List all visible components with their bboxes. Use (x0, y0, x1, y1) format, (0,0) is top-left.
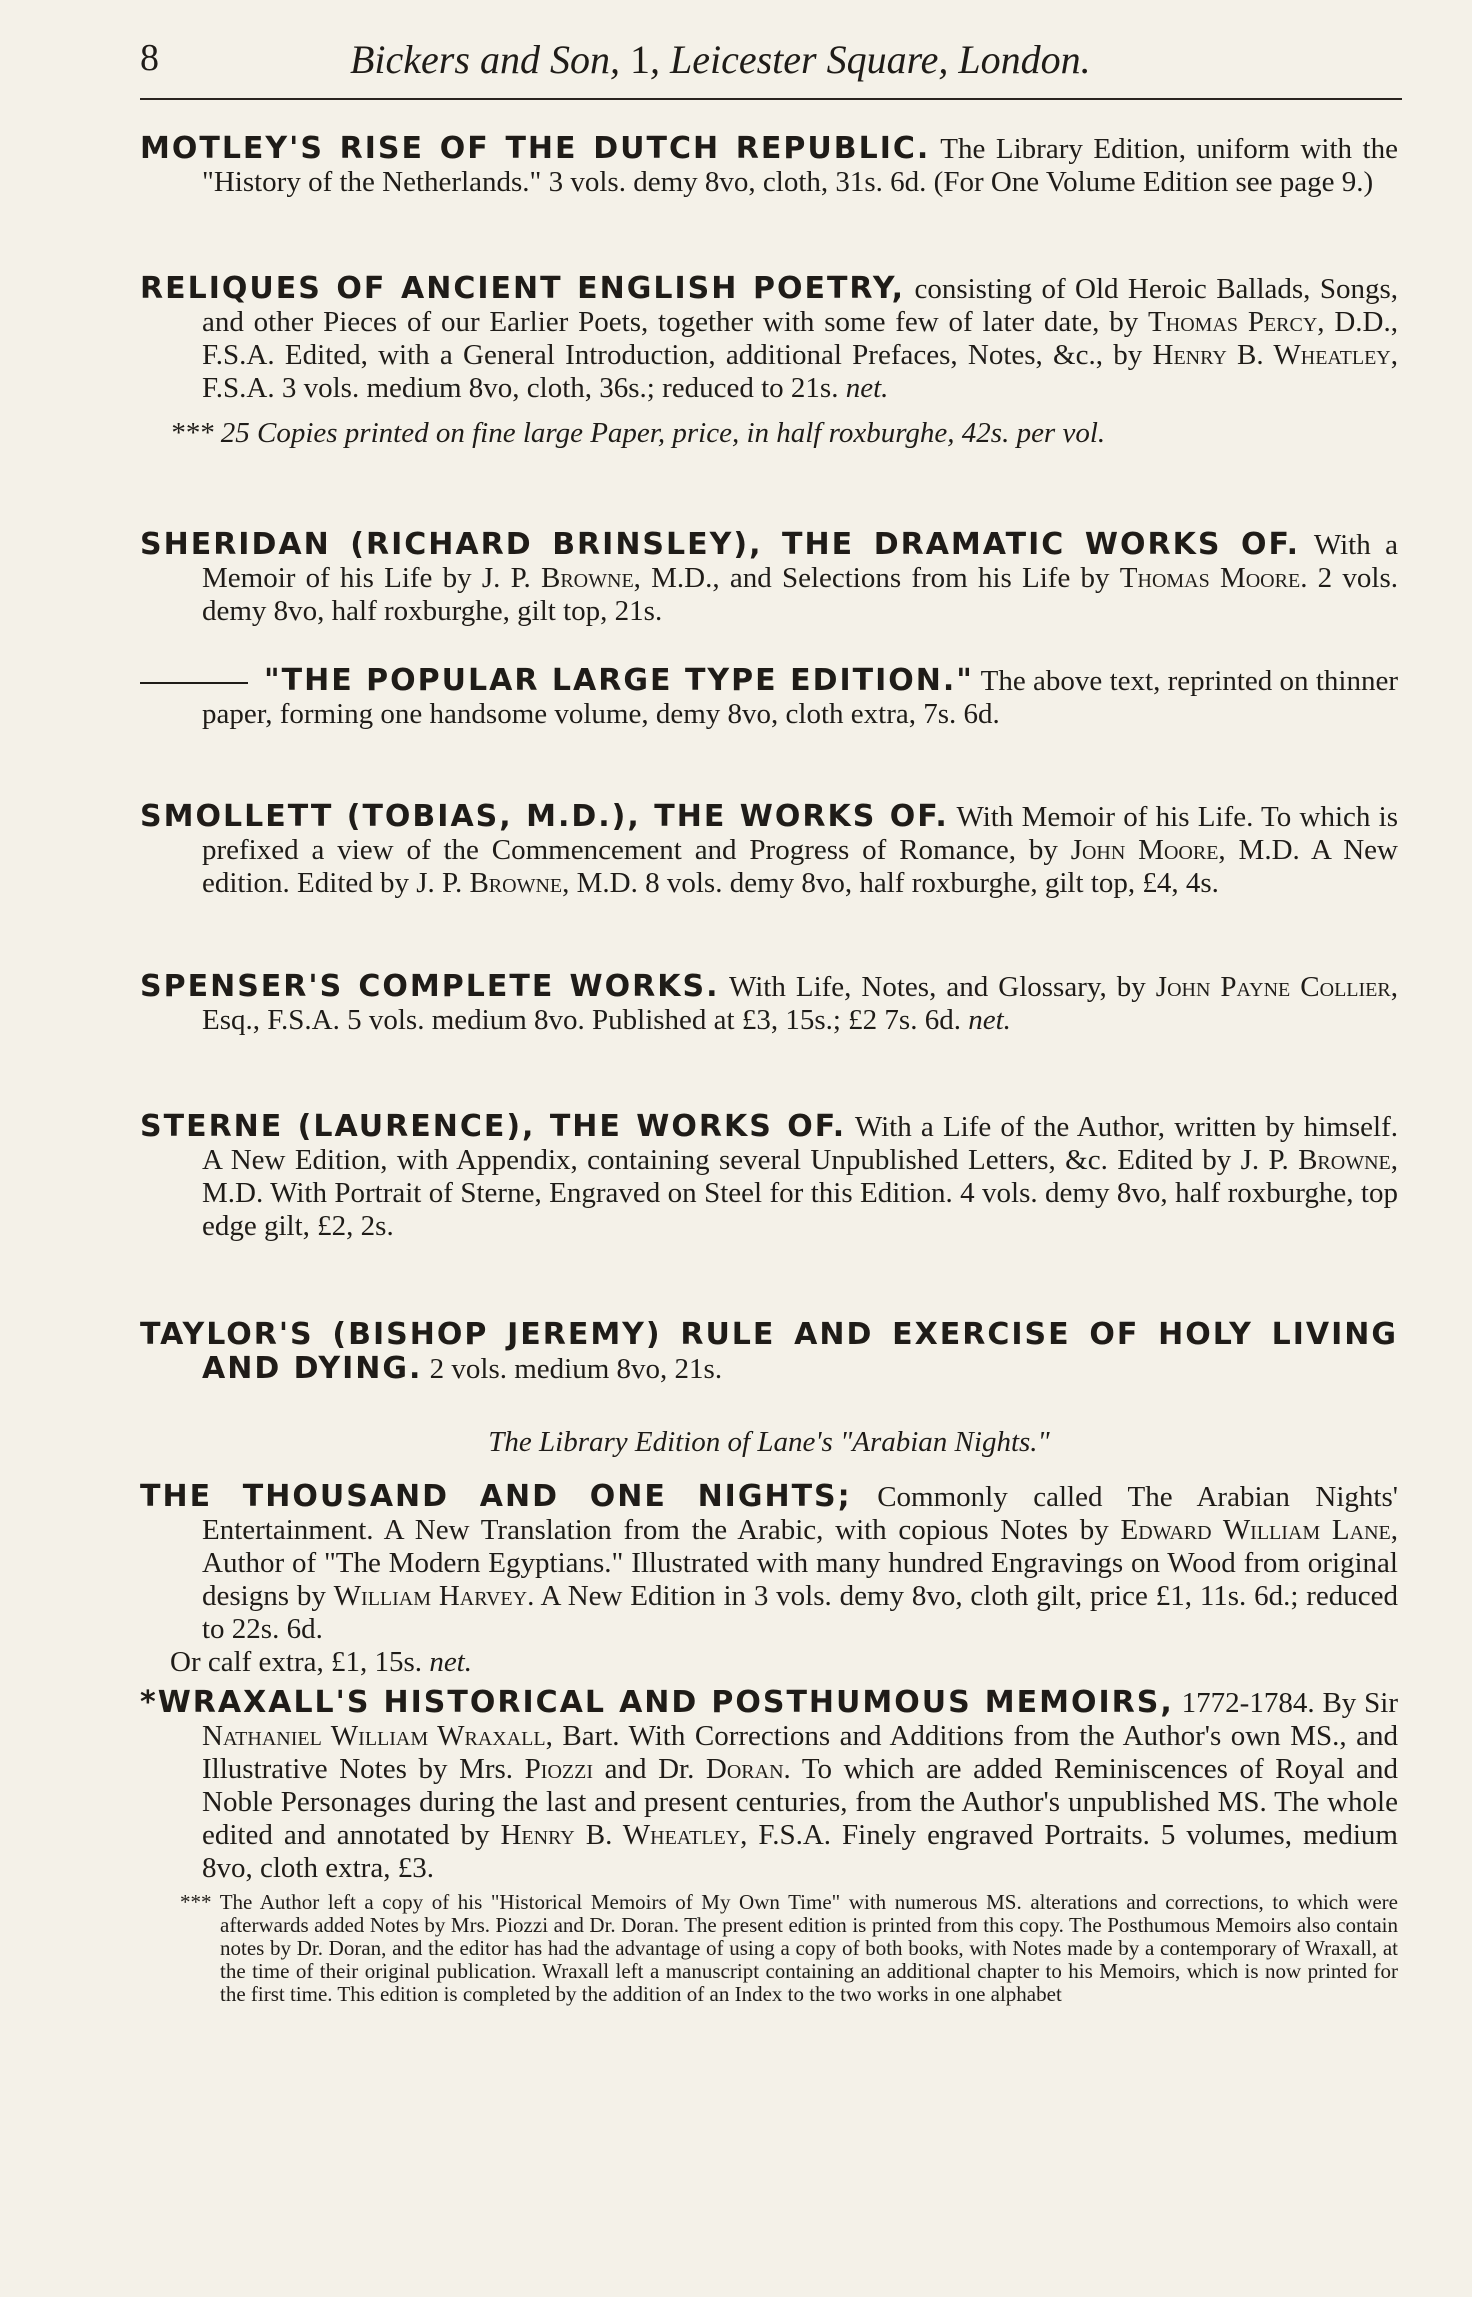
entry-taylor: TAYLOR'S (BISHOP JEREMY) RULE AND EXERCISE OF HOLY LIVING AND DYING. 2 vols. medium 8vo, 21s. (140, 1317, 1398, 1386)
large-paper-note: *** 25 Copies printed on fine large Paper, price, in half roxburghe, 42s. per vol. (170, 417, 1106, 449)
entry-reliques: RELIQUES OF ANCIENT ENGLISH POETRY, consisting of Old Heroic Ballads, Songs, and other Pieces of our Earlier Poets, together with some few of later date, by Thomas Percy, D.D., F.S.A. Edited, with a General Introduction, additional Prefaces, Notes, &c., by Henry B. Wheatley, F.S.A. 3 vols. medium 8vo, cloth, 36s.; reduced to 21s. net. *** 25 Copies printed on fine large Paper, price, in half roxburghe, 42s. per vol. (140, 271, 1398, 449)
entry-popular-edition: "THE POPULAR LARGE TYPE EDITION." The above text, reprinted on thinner paper, forming one handsome volume, demy 8vo, cloth extra, 7s. 6d. (140, 664, 1398, 731)
entry-title: RELIQUES OF ANCIENT ENGLISH POETRY, (140, 271, 906, 306)
entry-motley: MOTLEY'S RISE OF THE DUTCH REPUBLIC. The Library Edition, uniform with the "History of the Netherlands." 3 vols. demy 8vo, cloth, 31s. 6d. (For One Volume Edition see page 9.) (140, 131, 1398, 198)
entry-title: STERNE (LAURENCE), THE WORKS OF. (140, 1109, 847, 1144)
entry-title: TAYLOR'S (BISHOP JEREMY) RULE AND EXERCISE OF HOLY LIVING AND DYING. (140, 1317, 1398, 1386)
page-number: 8 (140, 37, 159, 79)
entry-spenser: SPENSER'S COMPLETE WORKS. With Life, Notes, and Glossary, by John Payne Collier, Esq., F.S.A. 5 vols. medium 8vo. Published at £3, 15s.; £2 7s. 6d. net. (140, 969, 1398, 1036)
calf-extra-line: Or calf extra, £1, 15s. net. (170, 1646, 472, 1678)
entry-title: SPENSER'S COMPLETE WORKS. (140, 969, 720, 1004)
page-header (140, 28, 1402, 100)
entry-smollett: SMOLLETT (TOBIAS, M.D.), THE WORKS OF. With Memoir of his Life. To which is prefixed a view of the Commencement and Progress of Romance, by John Moore, M.D. A New edition. Edited by J. P. Browne, M.D. 8 vols. demy 8vo, half roxburghe, gilt top, £4, 4s. (140, 799, 1398, 899)
entry-thousand-nights: THE THOUSAND AND ONE NIGHTS; Commonly called The Arabian Nights' Entertainment. A New Translation from the Arabic, with copious Notes by Edward William Lane, Author of "The Modern Egyptians." Illustrated with many hundred Engravings on Wood from original designs by William Harvey. A New Edition in 3 vols. demy 8vo, cloth gilt, price £1, 11s. 6d.; reduced to 22s. 6d. Or calf extra, £1, 15s. net. (140, 1479, 1398, 1678)
running-head: Bickers and Son, 1, Leicester Square, London. (350, 37, 1091, 82)
entry-title: SHERIDAN (RICHARD BRINSLEY), THE DRAMATIC WORKS OF. (140, 527, 1301, 562)
entry-sheridan: SHERIDAN (RICHARD BRINSLEY), THE DRAMATIC WORKS OF. With a Memoir of his Life by J. P. Browne, M.D., and Selections from his Life by Thomas Moore. 2 vols. demy 8vo, half roxburghe, gilt top, 21s. (140, 527, 1398, 627)
entry-title: THE THOUSAND AND ONE NIGHTS; (140, 1479, 852, 1514)
entry-title: *WRAXALL'S HISTORICAL AND POSTHUMOUS MEMOIRS, (140, 1685, 1174, 1720)
entry-sterne: STERNE (LAURENCE), THE WORKS OF. With a Life of the Author, written by himself. A New Edition, with Appendix, containing several Unpublished Letters, &c. Edited by J. P. Browne, M.D. With Portrait of Sterne, Engraved on Steel for this Edition. 4 vols. demy 8vo, half roxburghe, top edge gilt, £2, 2s. (140, 1109, 1398, 1242)
section-heading: The Library Edition of Lane's "Arabian Nights." (488, 1426, 1050, 1458)
entry-wraxall: *WRAXALL'S HISTORICAL AND POSTHUMOUS MEMOIRS, 1772-1784. By Sir Nathaniel William Wraxall, Bart. With Corrections and Additions from the Author's own MS., and Illustrative Notes by Mrs. Piozzi and Dr. Doran. To which are added Reminiscences of Royal and Noble Personages during the last and present centuries, from the Author's unpublished MS. The whole edited and annotated by Henry B. Wheatley, F.S.A. Finely engraved Portraits. 5 volumes, medium 8vo, cloth extra, £3. *** The Author left a copy of his "Historical Memoirs of My Own Time" with numerous MS. alterations and corrections, to which were afterwards added Notes by Mrs. Piozzi and Dr. Doran. The present edition is printed from this copy. The Posthumous Memoirs also contain notes by Dr. Doran, and the editor has had the advantage of using a copy of both books, with Notes made by a contemporary of Wraxall, at the time of their original publication. Wraxall left a manuscript containing an additional chapter to his Memoirs, which is now printed for the first time. This edition is completed by the addition of an Index to the two works in one alphabet (140, 1685, 1399, 2006)
wraxall-footnote: *** The Author left a copy of his "Historical Memoirs of My Own Time" with numerous MS. alterations and corrections, to which were afterwards added Notes by Mrs. Piozzi and Dr. Doran. The present edition is printed from this copy. The Posthumous Memoirs also contain notes by Dr. Doran, and the editor has had the advantage of using a copy of both books, with Notes made by a contemporary of Wraxall, at the time of their original publication. Wraxall left a manuscript containing an additional chapter to his Memoirs, which is now printed for the first time. This edition is completed by the addition of an Index to the two works in one alphabet (180, 1890, 1398, 2006)
ditto-dash (140, 682, 248, 684)
entry-title: MOTLEY'S RISE OF THE DUTCH REPUBLIC. (140, 131, 931, 166)
entry-title: SMOLLETT (TOBIAS, M.D.), THE WORKS OF. (140, 799, 949, 834)
entry-title: "THE POPULAR LARGE TYPE EDITION." (264, 663, 974, 698)
